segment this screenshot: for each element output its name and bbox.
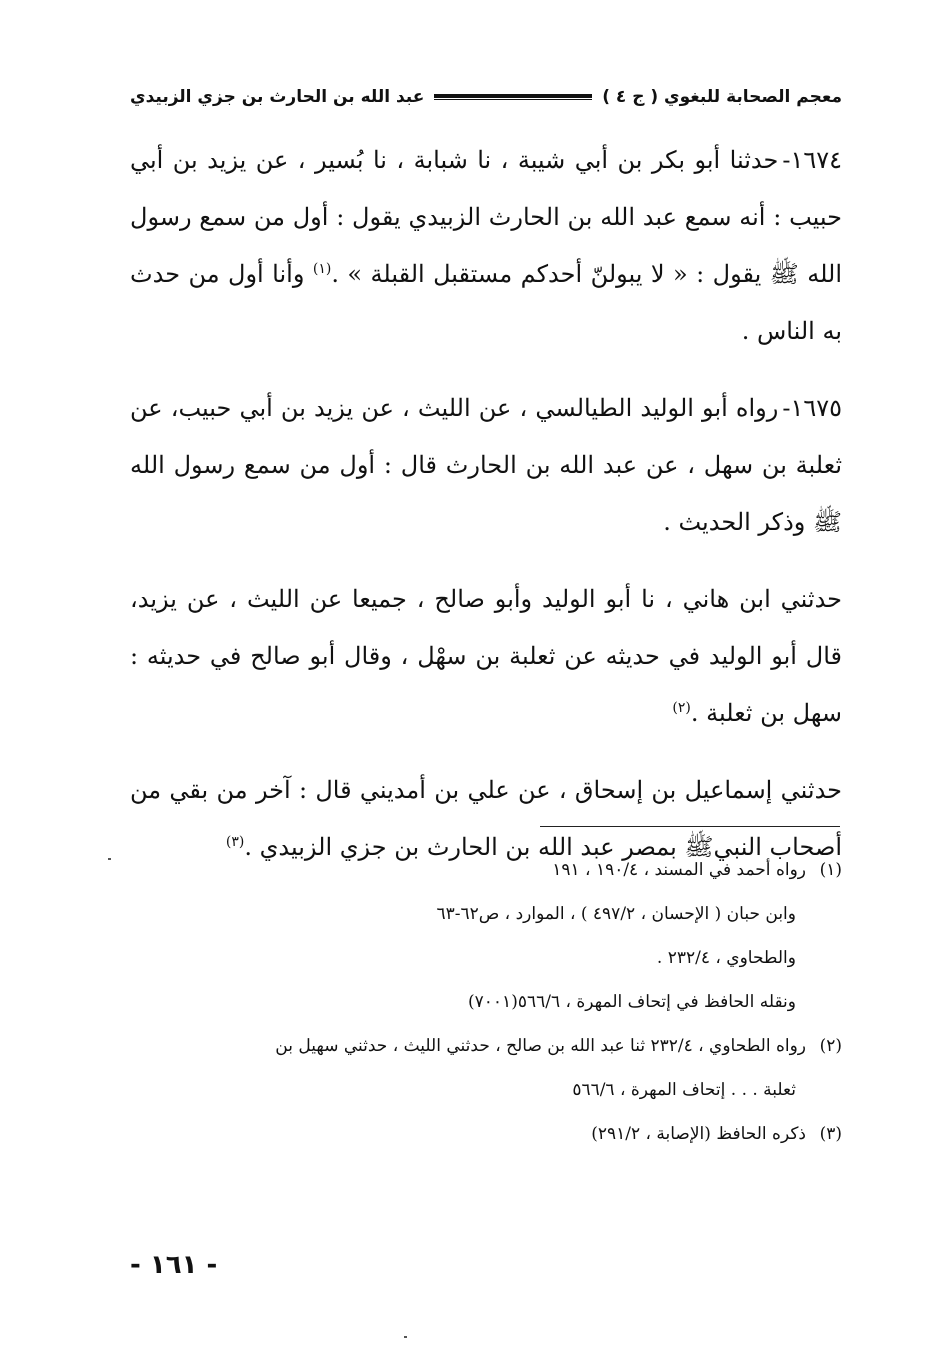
footnote-ref: (١) xyxy=(312,261,332,277)
hadith-number: ١٦٧٤- xyxy=(782,146,842,174)
footnote-3 xyxy=(130,1112,842,1156)
page-number: - ١٦١ - xyxy=(130,1250,218,1280)
entry-title: عبد الله بن الحارث بن جزي الزبيدي xyxy=(130,87,425,107)
running-header xyxy=(130,80,842,114)
footnote-number: (٣) xyxy=(819,1124,842,1144)
main-text xyxy=(130,132,842,896)
scan-speck xyxy=(108,858,111,860)
header-rule xyxy=(434,94,592,100)
paragraph-text: رواه أبو الوليد الطيالسي ، عن الليث ، عن يزيد بن أبي حبيب، عن ثعلبة بن سهل ، عن عبد الله بن الحارث قال : أول من سمع رسول الله ﷺ وذكر الحديث . xyxy=(130,394,842,536)
footnote-text: ونقله الحافظ في إتحاف المهرة ، ٥٦٦/٦(٧٠٠١) xyxy=(468,992,796,1012)
paragraph-text: حدثني ابن هاني ، نا أبو الوليد وأبو صالح ، جميعا عن الليث ، عن يزيد، قال أبو الوليد في حديثه عن ثعلبة بن سهْل ، وقال أبو صالح في حديثه : سهل بن ثعلبة . xyxy=(130,585,842,727)
footnote-separator xyxy=(540,826,840,827)
scan-speck xyxy=(404,1336,407,1338)
paragraph-text: حدثني إسماعيل بن إسحاق ، عن علي بن أمديني قال : آخر من بقي من أصحاب النبيﷺ بمصر عبد الله بن الحارث بن جزي الزبيدي . xyxy=(130,776,842,861)
footnote-ref: (٢) xyxy=(672,700,691,716)
paragraph-text: حدثنا أبو بكر بن أبي شيبة ، نا شبابة ، نا بُسير ، عن يزيد بن أبي حبيب : أنه سمع عبد الله بن الحارث الزبيدي يقول : أول من سمع رسول الله ﷺ يقول : « لا يبولنّ أحدكم مستقبل القبلة » . xyxy=(130,146,842,288)
footnote-text: رواه أحمد في المسند ، ١٩٠/٤ ، ١٩١ xyxy=(552,860,806,880)
footnote-1-line-4 xyxy=(130,980,842,1024)
paragraph-text-continued: وأنا أول من حدث به الناس . xyxy=(130,260,842,345)
footnote-text: ذكره الحافظ (الإصابة ، ٢٩١/٢) xyxy=(591,1124,806,1144)
footnote-1-line-2 xyxy=(130,892,842,936)
footnote-2 xyxy=(130,1024,842,1068)
footnote-1-line-3 xyxy=(130,936,842,980)
footnote-text: والطحاوي ، ٢٣٢/٤ . xyxy=(656,948,796,968)
footnote-1 xyxy=(130,848,842,892)
book-title: معجم الصحابة للبغوي ( ج ٤ ) xyxy=(602,87,842,107)
footnote-text: رواه الطحاوي ، ٢٣٢/٤ ثنا عبد الله بن صالح ، حدثني الليث ، حدثني سهيل بن xyxy=(275,1036,806,1056)
footnote-text: وابن حبان ( الإحسان ، ٤٩٧/٢ ) ، الموارد ، ص٦٢-٦٣ xyxy=(436,904,796,924)
footnote-number: (٢) xyxy=(819,1036,842,1056)
footnote-2-line-2 xyxy=(130,1068,842,1112)
paragraph-ibn-hani xyxy=(130,571,842,742)
footnote-text: ثعلبة . . . إتحاف المهرة ، ٥٦٦/٦ xyxy=(572,1080,796,1100)
footnote-number: (١) xyxy=(819,860,842,880)
paragraph-1675 xyxy=(130,380,842,551)
footnotes xyxy=(130,848,842,1156)
footnote-ref: (٣) xyxy=(225,834,245,850)
paragraph-1674 xyxy=(130,132,842,360)
hadith-number: ١٦٧٥- xyxy=(782,394,842,422)
